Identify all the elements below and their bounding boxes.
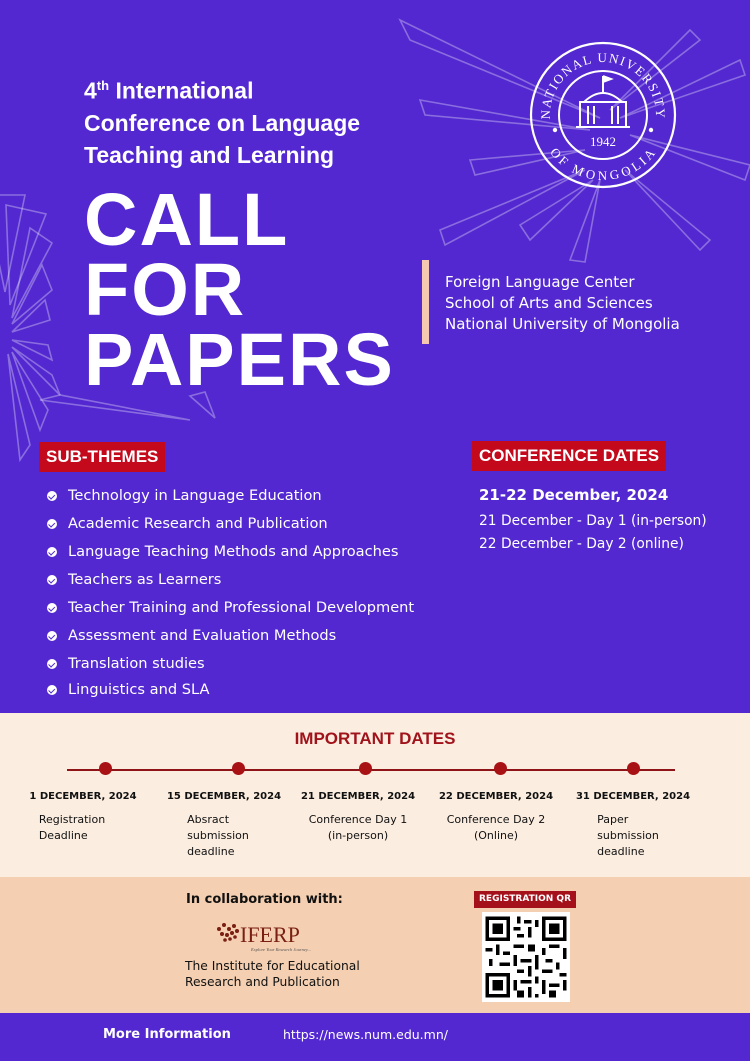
collaboration-section	[0, 877, 750, 1013]
milestone-date: 15 DECEMBER, 2024	[166, 791, 282, 802]
conference-dates-main: 21-22 December, 2024	[479, 486, 669, 504]
milestone-label: Absract submission deadline	[187, 813, 249, 858]
seal-bottom-text: OF MONGOLIA	[547, 144, 659, 183]
iferp-logo	[213, 919, 323, 959]
check-circle-icon	[47, 519, 57, 529]
check-circle-icon	[47, 659, 57, 669]
theme-item: Technology in Language Education	[46, 485, 414, 513]
registration-qr-label: REGISTRATION QR	[474, 891, 576, 908]
timeline-dot	[99, 762, 112, 775]
headline-papers: PAPERS	[84, 318, 395, 401]
timeline-dot	[627, 762, 640, 775]
theme-item: Teacher Training and Professional Development	[46, 597, 414, 625]
organizer-line-3: National University of Mongolia	[445, 315, 680, 333]
milestone-date: 1 DECEMBER, 2024	[29, 791, 137, 802]
organizer-block	[445, 272, 680, 335]
milestone-label: Conference Day 2 (Online)	[446, 813, 546, 842]
seal-year: 1942	[590, 134, 616, 149]
sub-themes-list	[46, 485, 414, 705]
conference-day-1: 21 December - Day 1 (in-person)	[479, 513, 707, 529]
theme-item: Assessment and Evaluation Methods	[46, 625, 414, 653]
headline-call: CALL	[84, 178, 290, 261]
edition-suffix: th	[96, 78, 110, 93]
more-info-label: More Information	[103, 1027, 231, 1042]
university-building-icon	[576, 76, 630, 127]
svg-text:OF MONGOLIA	[547, 145, 659, 183]
university-seal-logo	[528, 40, 678, 190]
check-circle-icon	[47, 603, 57, 613]
collaboration-heading: In collaboration with:	[186, 892, 343, 907]
organizer-accent-bar	[422, 260, 429, 344]
theme-item: Translation studies	[46, 653, 414, 679]
title-line-3: Teaching and Learning	[84, 141, 335, 168]
milestone-date: 22 DECEMBER, 2024	[438, 791, 554, 802]
milestone-label: Paper submission deadline	[597, 813, 659, 858]
theme-item: Academic Research and Publication	[46, 513, 414, 541]
iferp-dot-icon	[217, 923, 239, 942]
headline-for: FOR	[84, 248, 247, 331]
sub-themes-heading: SUB-THEMES	[39, 442, 165, 472]
check-circle-icon	[47, 491, 57, 501]
theme-item: Language Teaching Methods and Approaches	[46, 541, 414, 569]
timeline-dot	[359, 762, 372, 775]
edition-number: 4	[84, 77, 97, 104]
conference-dates-heading: CONFERENCE DATES	[472, 441, 666, 471]
seal-top-text: NATIONAL UNIVERSITY	[537, 49, 669, 120]
milestone-label: Conference Day 1 (in-person)	[308, 813, 408, 842]
iferp-tagline: Explore Your Research Journey...	[251, 947, 311, 952]
iferp-wordmark: IFERP	[240, 922, 300, 947]
theme-item: Linguistics and SLA	[46, 679, 414, 705]
footer	[0, 1013, 750, 1061]
info-url-link[interactable]: https://news.num.edu.mn/	[283, 1027, 448, 1042]
title-line-2: Conference on Language	[84, 109, 361, 136]
milestone-label: Registration Deadline	[38, 813, 106, 842]
organizer-line-1: Foreign Language Center	[445, 273, 635, 291]
qr-code-icon[interactable]	[482, 912, 570, 1002]
important-dates-section	[0, 713, 750, 877]
milestone-date: 21 DECEMBER, 2024	[300, 791, 416, 802]
check-circle-icon	[47, 631, 57, 641]
check-circle-icon	[47, 575, 57, 585]
timeline-dot	[494, 762, 507, 775]
organizer-line-2: School of Arts and Sciences	[445, 294, 653, 312]
conference-day-2: 22 December - Day 2 (online)	[479, 536, 684, 552]
conference-title	[84, 70, 414, 171]
check-circle-icon	[47, 547, 57, 557]
check-circle-icon	[47, 685, 57, 695]
important-dates-heading: IMPORTANT DATES	[294, 729, 456, 748]
partner-name: The Institute for Educational Research and Publication	[185, 959, 360, 989]
call-for-papers-headline	[84, 178, 395, 401]
milestone-date: 31 DECEMBER, 2024	[575, 791, 691, 802]
timeline-dot	[232, 762, 245, 775]
theme-item: Teachers as Learners	[46, 569, 414, 597]
title-line-1: International	[109, 77, 254, 104]
